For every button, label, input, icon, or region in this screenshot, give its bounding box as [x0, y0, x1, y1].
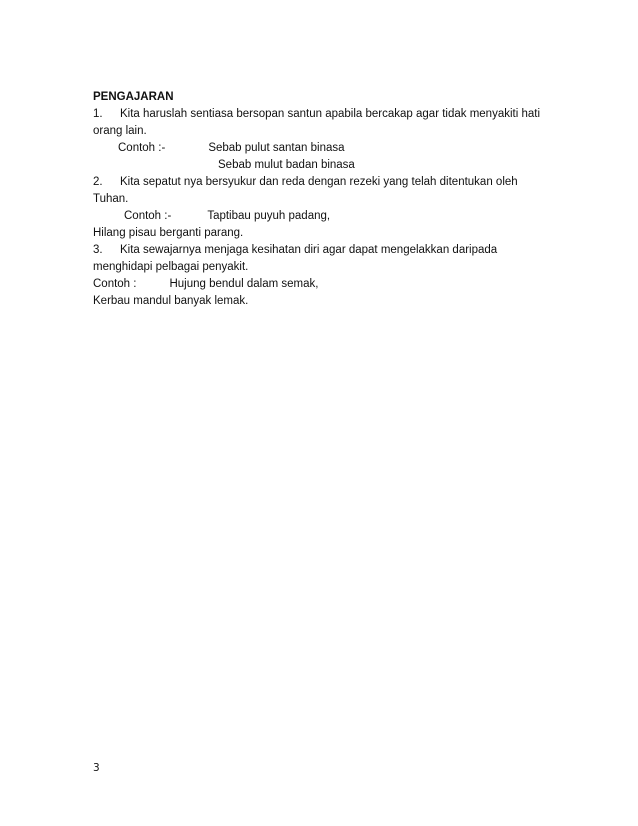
lesson-item-3-text: Kita sewajarnya menjaga kesihatan diri agar dapat mengelakkan daripada — [120, 244, 498, 256]
lesson-item-1-number: 1. — [93, 108, 103, 120]
example-line: Sebab pulut santan binasa — [208, 142, 345, 154]
example-label: Contoh :- — [118, 142, 166, 154]
lesson-item-2-line2: Tuhan. — [93, 193, 129, 205]
page-number: 3 — [93, 762, 100, 774]
lesson-item-2-example — [93, 208, 553, 225]
document-body — [93, 89, 553, 310]
example-line: Hujung bendul dalam semak, — [169, 278, 319, 290]
example-line: Taptibau puyuh padang, — [207, 210, 331, 222]
lesson-item-1-text: Kita haruslah sentiasa bersopan santun apabila bercakap agar tidak menyakiti hati — [120, 108, 541, 120]
lesson-item-1-example — [93, 140, 553, 157]
lesson-item-1-line2: orang lain. — [93, 125, 147, 137]
example-label: Contoh :- — [124, 210, 172, 222]
lesson-item-2-text: Kita sepatut nya bersyukur dan reda dengan rezeki yang telah ditentukan oleh — [120, 176, 518, 188]
lesson-item-3-line1 — [93, 242, 553, 259]
example-label: Contoh : — [93, 278, 137, 290]
lesson-item-3-example-line2: Kerbau mandul banyak lemak. — [93, 295, 249, 307]
lesson-item-2-line1 — [93, 174, 553, 191]
lesson-item-2-example-line2: Hilang pisau berganti parang. — [93, 227, 244, 239]
section-heading: PENGAJARAN — [93, 91, 174, 103]
lesson-item-3-line2: menghidapi pelbagai penyakit. — [93, 261, 249, 273]
lesson-item-1-example-line2: Sebab mulut badan binasa — [218, 159, 355, 171]
lesson-item-3-number: 3. — [93, 244, 103, 256]
lesson-item-3-example — [93, 276, 553, 293]
lesson-item-2-number: 2. — [93, 176, 103, 188]
lesson-item-1-line1 — [93, 106, 553, 123]
